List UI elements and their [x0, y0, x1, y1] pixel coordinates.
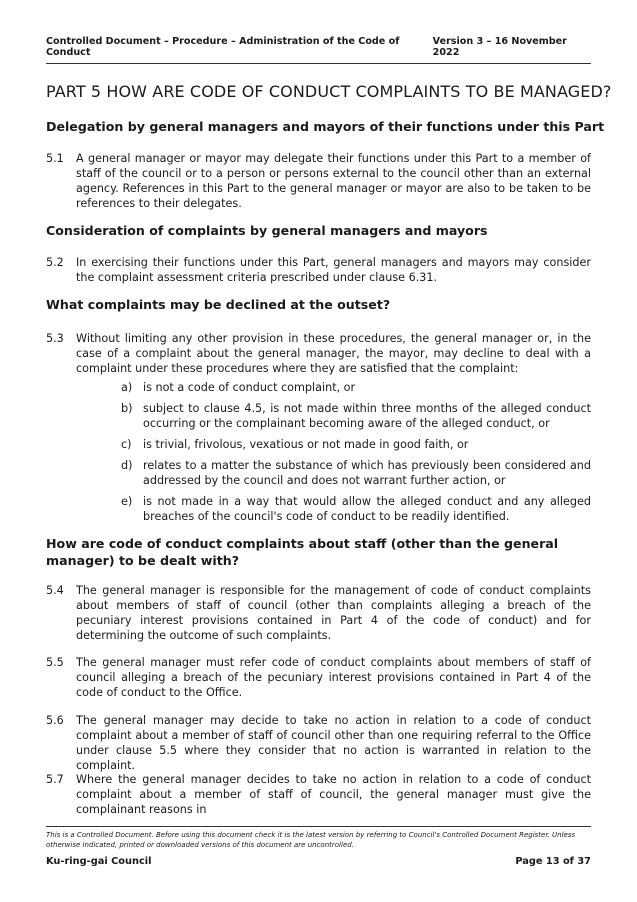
list-item-label: a): [121, 381, 133, 394]
paragraph-text: The general manager must refer code of conduct complaints about members of staff of council alleging a breach of the pecuniary interest provisions contained in Part 4 of the code of conduct to the Office.: [76, 656, 591, 699]
list-item-text: is not made in a way that would allow the alleged conduct and any alleged breaches of the council's code of conduct to be readily identified.: [143, 495, 591, 523]
list-item: [121, 494, 591, 524]
page-number: Page 13 of 37: [515, 856, 591, 867]
list-item: [121, 380, 591, 395]
list-item-text: is not a code of conduct complaint, or: [143, 381, 356, 394]
paragraph-number: 5.4: [46, 584, 64, 597]
section-heading-staff-complaints: How are code of conduct complaints about staff (other than the general manager) to be dealt with?: [46, 536, 559, 568]
paragraph-text: Where the general manager decides to take no action in relation to a code of conduct complaint about a member of staff of council, the general manager must give the complainant reasons in: [76, 773, 591, 816]
paragraph-5-7: [46, 772, 591, 817]
paragraph-text: The general manager may decide to take no action in relation to a code of conduct complaint about a member of staff of council other than one requiring referral to the Office under clause 5.5 where they consider that no action is warranted in relation to the complaint.: [76, 714, 591, 772]
list-item-label: d): [121, 459, 133, 472]
paragraph-5-4: [46, 583, 591, 643]
list-item-label: c): [121, 438, 132, 451]
footer-divider: [46, 826, 591, 827]
part-title: PART 5 HOW ARE CODE OF CONDUCT COMPLAINTS TO BE MANAGED?: [46, 82, 612, 101]
list-item: [121, 458, 591, 488]
list-item-label: b): [121, 402, 133, 415]
section-heading-declined: What complaints may be declined at the outset?: [46, 297, 391, 312]
list-item: [121, 401, 591, 431]
header-document-title: Controlled Document – Procedure – Administration of the Code of Conduct: [46, 36, 400, 58]
paragraph-5-1: [46, 151, 591, 211]
paragraph-number: 5.7: [46, 773, 64, 786]
paragraph-number: 5.6: [46, 714, 64, 727]
list-item: [121, 437, 591, 452]
paragraph-number: 5.2: [46, 256, 64, 269]
paragraph-number: 5.1: [46, 152, 64, 165]
footer-organisation: Ku-ring-gai Council: [46, 856, 152, 867]
paragraph-5-5: [46, 655, 591, 700]
list-item-text: is trivial, frivolous, vexatious or not made in good faith, or: [143, 438, 469, 451]
paragraph-text: In exercising their functions under this Part, general managers and mayors may consider the complaint assessment criteria prescribed under clause 6.31.: [76, 256, 591, 284]
section-heading-delegation: Delegation by general managers and mayors of their functions under this Part: [46, 119, 605, 134]
list-item-label: e): [121, 495, 133, 508]
list-item-text: subject to clause 4.5, is not made within three months of the alleged conduct occurring or the complainant becoming aware of the alleged conduct, or: [143, 402, 591, 430]
page-footer: [46, 856, 591, 867]
list-item-text: relates to a matter the substance of which has previously been considered and addressed by the council and does not warrant further action, or: [143, 459, 591, 487]
page-header: [46, 38, 591, 64]
paragraph-text: Without limiting any other provision in these procedures, the general manager or, in the case of a complaint about the general manager, the mayor, may decline to deal with a complaint under these procedures where they are satisfied that the complaint:: [76, 332, 591, 375]
footer-disclaimer: This is a Controlled Document. Before using this document check it is the latest version by referring to Council's Controlled Document Register. Unless otherwise indicated, printed or downloaded versions of this document are uncontrolled.: [46, 831, 576, 849]
paragraph-text: A general manager or mayor may delegate their functions under this Part to a member of staff of the council or to a person or persons external to the council other than an external agency. References in this Part to the general manager or mayor are also to be taken to be references to their delegates.: [76, 152, 591, 210]
paragraph-5-2: [46, 255, 591, 285]
header-version: Version 3 – 16 November 2022: [432, 36, 567, 58]
paragraph-number: 5.5: [46, 656, 64, 669]
section-heading-consideration: Consideration of complaints by general managers and mayors: [46, 223, 488, 238]
paragraph-5-6: [46, 713, 591, 773]
decline-criteria-list: [121, 380, 591, 530]
paragraph-5-3: [46, 331, 591, 376]
paragraph-number: 5.3: [46, 332, 64, 345]
paragraph-text: The general manager is responsible for the management of code of conduct complaints about members of staff of council (other than complaints alleging a breach of the pecuniary interest provisions contained in Part 4 of the code of conduct) and for determining the outcome of such complaints.: [76, 584, 591, 642]
